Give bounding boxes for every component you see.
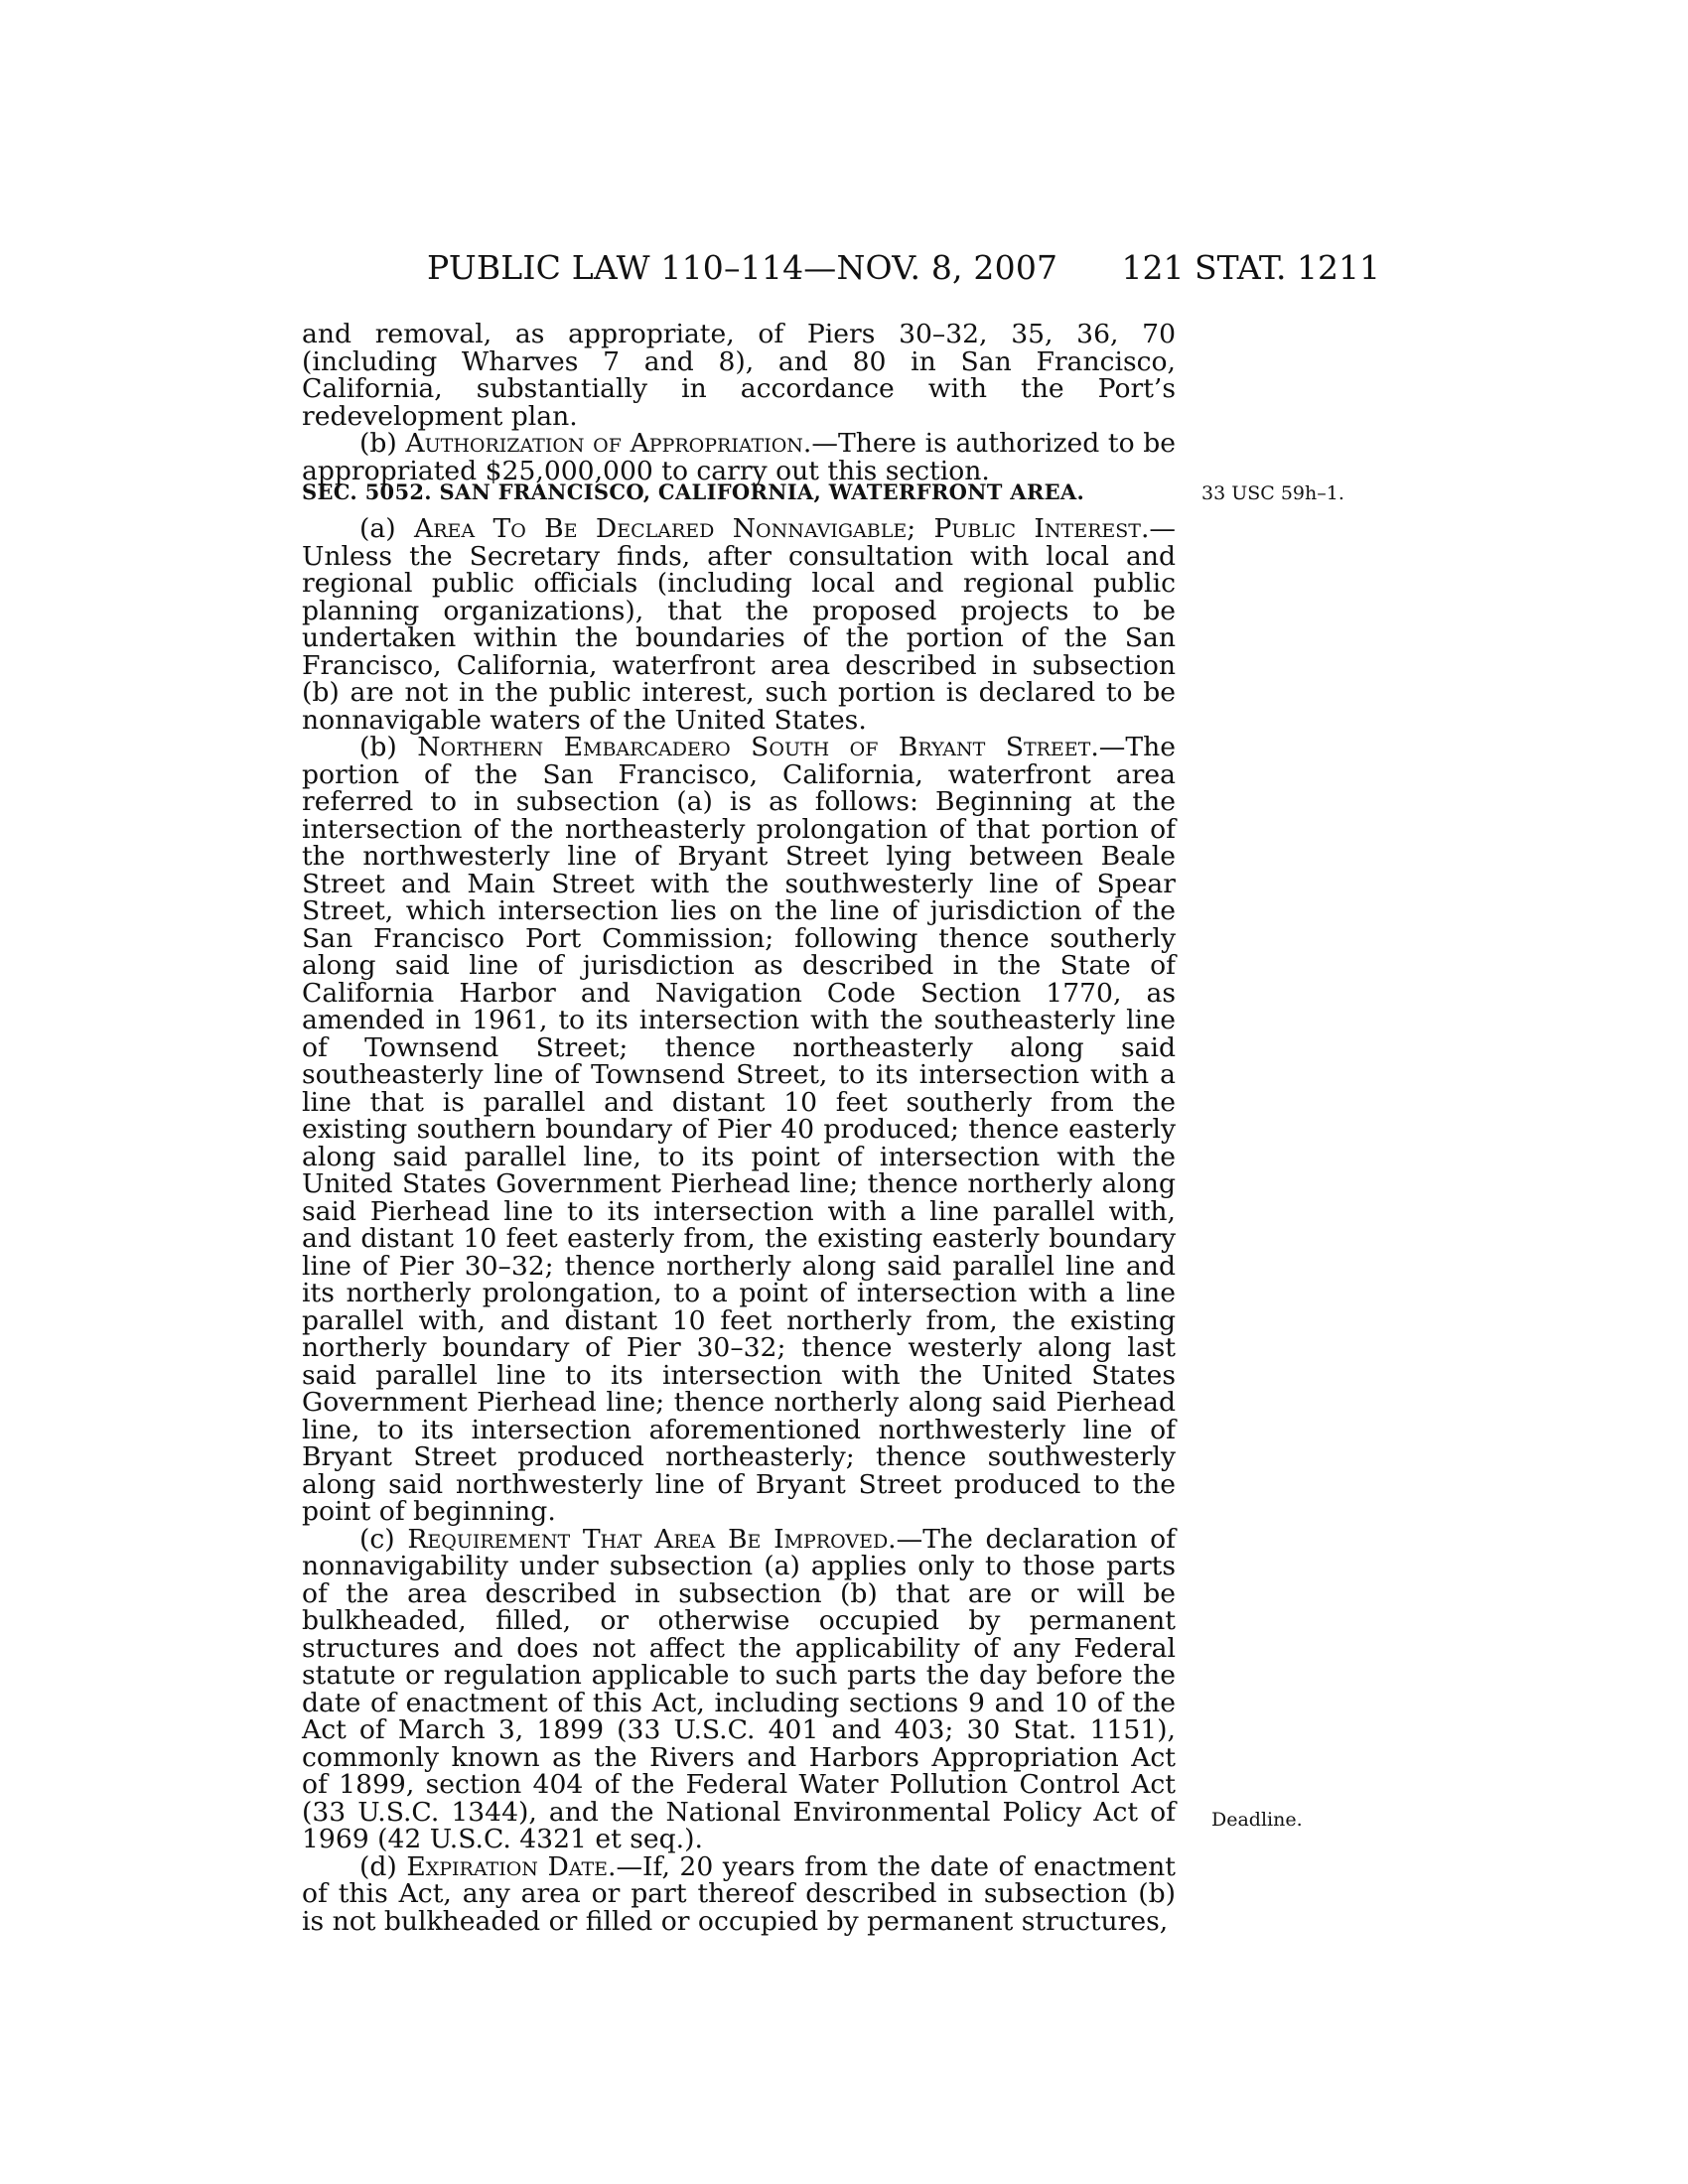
subsection-label: (c): [359, 1523, 408, 1555]
subsection-text: —If, 20 years from the date of enactment of this Act, any area or part thereof described in subsection (b) is not bulkheaded or filled or occupied by permanent structures,: [302, 1850, 1176, 1937]
continuation-text: [302, 321, 1176, 484]
subsection-label: (b): [359, 428, 406, 459]
subsection-label: (d): [359, 1850, 407, 1882]
subsection-heading: Requirement That Area Be Improved.: [407, 1523, 897, 1555]
subsection-d: [302, 1850, 1176, 1937]
usc-citation-note: 33 USC 59h–1.: [1201, 482, 1344, 504]
subsection-a: [302, 515, 1176, 734]
subsection-text: —Unless the Secretary finds, after consultation with local and regional public officials (including local and regional public planning organizations), that the proposed projects to be undertaken within the boundaries of the portion of the San Francisco, California, waterfront area described in subsection (b) are not in the public interest, such portion is declared to be nonnavigable waters of the United States.: [302, 513, 1177, 736]
subsection-heading: Expiration Date.: [406, 1850, 617, 1882]
subsection-b: [302, 734, 1176, 1526]
subsection-heading: Area To Be Declared Nonnavigable; Public Interest.: [413, 513, 1150, 544]
subsection-heading: Northern Embarcadero South of Bryant Street.: [417, 732, 1099, 762]
subsection-heading: Authorization of Appropriation.: [405, 428, 812, 459]
section-body: [302, 515, 1176, 1935]
stat-page-reference: 121 STAT. 1211: [1121, 248, 1380, 287]
subsection-label: (a): [359, 513, 414, 544]
subsection-b-authorization: [302, 430, 1176, 484]
public-law-title: PUBLIC LAW 110–114—NOV. 8, 2007: [427, 248, 1058, 287]
running-head: [298, 248, 1380, 288]
deadline-note: Deadline.: [1211, 1809, 1303, 1831]
subsection-text: —The declaration of nonnavigability under subsection (a) applies only to those parts of the area described in subsection (b) that are or will be bulkheaded, filled, or otherwise occupied by permanent structures and does not affect the applicability of any Federal statute or regulation applicable to such parts the day before the date of enactment of this Act, including sections 9 and 10 of the Act of March 3, 1899 (33 U.S.C. 401 and 403; 30 Stat. 1151), commonly known as the Rivers and Harbors Appropriation Act of 1899, section 404 of the Federal Water Pollution Control Act (33 U.S.C. 1344), and the National Environmental Policy Act of 1969 (42 U.S.C. 4321 et seq.).: [302, 1523, 1176, 1854]
continuation-paragraph: and removal, as appropriate, of Piers 30–32, 35, 36, 70 (including Wharves 7 and 8), and 80 in San Francisco, California, substantially in accordance with the Port’s redevelopment plan.: [302, 319, 1176, 432]
subsection-label: (b): [359, 732, 418, 762]
subsection-c: [302, 1523, 1176, 1854]
subsection-text: —The portion of the San Francisco, California, waterfront area referred to in subsection (a) is as follows: Beginning at the intersection of the northeasterly prolongation of that portion of the northwesterly line of Bryant Street lying between Beale Street and Main Street with the southwesterly line of Spear Street, which intersection lies on the line of jurisdiction of the San Francisco Port Commission; following thence southerly along said line of jurisdiction as described in the State of California Harbor and Navigation Code Section 1770, as amended in 1961, to its intersection with the southeasterly line of Townsend Street; thence northeasterly along said southeasterly line of Townsend Street, to its intersection with a line that is parallel and distant 10 feet southerly from the existing southern boundary of Pier 40 produced; thence easterly along said parallel line, to its point of intersection with the United States Government Pierhead line; thence northerly along said Pierhead line to its intersection with a line parallel with, and distant 10 feet easterly from, the existing easterly boundary line of Pier 30–32; thence northerly along said parallel line and its northerly prolongation, to a point of intersection with a line parallel with, and distant 10 feet northerly from, the existing northerly boundary of Pier 30–32; thence westerly along last said parallel line to its intersection with the United States Government Pierhead line; thence northerly along said Pierhead line, to its intersection aforementioned northwesterly line of Bryant Street produced northeasterly; thence southwesterly along said northwesterly line of Bryant Street produced to the point of beginning.: [302, 732, 1176, 1527]
section-heading: SEC. 5052. SAN FRANCISCO, CALIFORNIA, WATERFRONT AREA.: [302, 479, 1085, 504]
subsection-text: —There is authorized to be appropriated $25,000,000 to carry out this section.: [302, 428, 1176, 486]
